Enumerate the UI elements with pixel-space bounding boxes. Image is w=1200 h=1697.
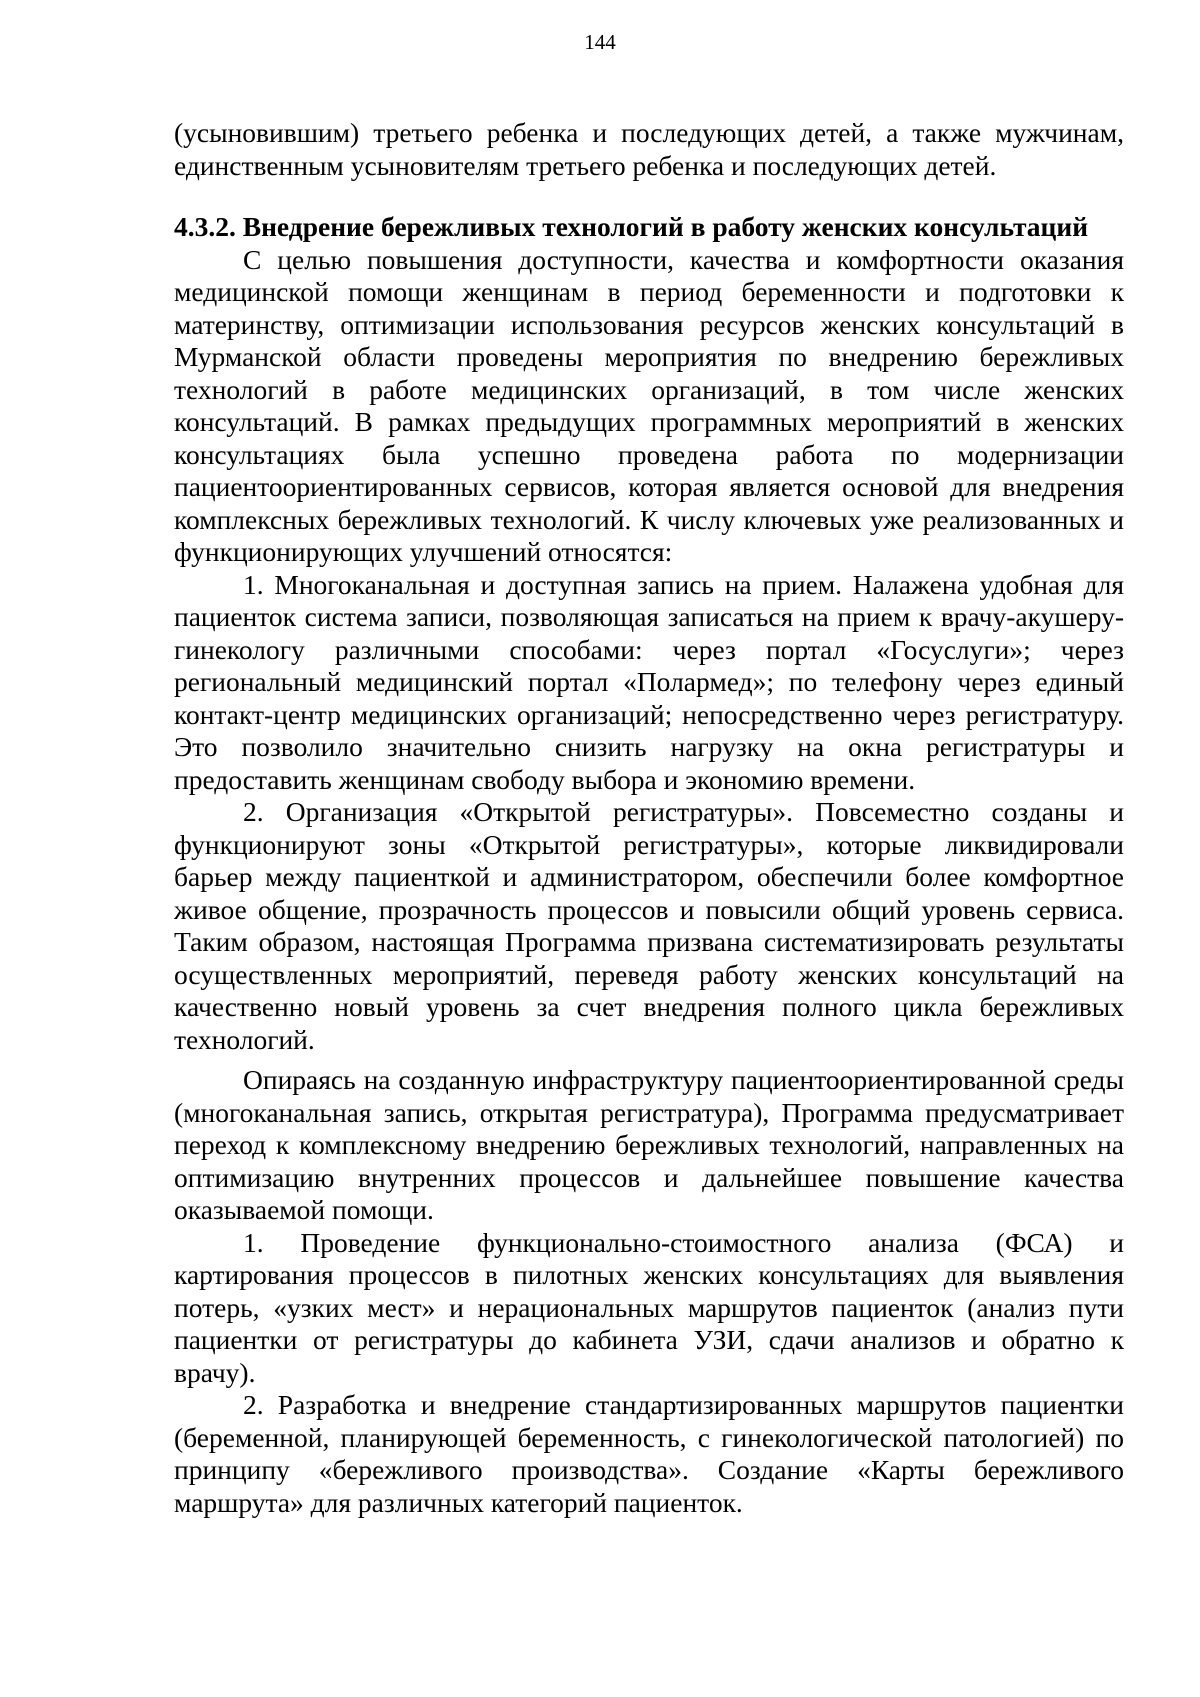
paragraph-purpose: С целью повышения доступности, качества и комфортности оказания медицинской помощи женщинам в период беременности и подготовки к материнству, оптимизации использования ресурсов женских консультаций в Мурманской области проведены мероприятия по внедрению бережливых технологий в работе медицинских организаций, в том числе женских консультаций. В рамках предыдущих программных мероприятий в женских консультациях была успешно проведена работа по модернизации пациентоориентированных сервисов, которая является основой для внедрения комплексных бережливых технологий. К числу ключевых уже реализованных и функционирующих улучшений относятся:: [174, 243, 1124, 567]
intro-paragraph: (усыновившим) третьего ребенка и последующих детей, а также мужчинам, единственным усыновителям третьего ребенка и последующих детей.: [174, 117, 1124, 181]
page-number: 144: [584, 30, 616, 54]
paragraph-multichannel-booking: 1. Многоканальная и доступная запись на прием. Налажена удобная для пациенток система записи, позволяющая записаться на прием к врачу-акушеру-гинекологу различными способами: через портал «Госуслуги»; через региональный медицинский портал «Полармед»; по телефону через единый контакт-центр медицинских организаций; непосредственно через регистратуру. Это позволило значительно снизить нагрузку на окна регистратуры и предоставить женщинам свободу выбора и экономию времени.: [174, 568, 1124, 795]
paragraph-standardized-routes: 2. Разработка и внедрение стандартизированных маршрутов пациентки (беременной, планирующей беременность, с гинекологической патологией) по принципу «бережливого производства». Создание «Карты бережливого маршрута» для различных категорий пациенток.: [174, 1389, 1124, 1518]
paragraph-program-transition: Опираясь на созданную инфраструктуру пациентоориентированной среды (многоканальная запись, открытая регистратура), Программа предусматривает переход к комплексному внедрению бережливых технологий, направленных на оптимизацию внутренних процессов и дальнейшее повышение качества оказываемой помощи.: [174, 1064, 1124, 1225]
paragraph-fsa-analysis: 1. Проведение функционально-стоимостного анализа (ФСА) и картирования процессов в пилотных женских консультациях для выявления потерь, «узких мест» и нерациональных маршрутов пациенток (анализ пути пациентки от регистратуры до кабинета УЗИ, сдачи анализов и обратно к врачу).: [174, 1226, 1124, 1388]
section-heading: 4.3.2. Внедрение бережливых технологий в работу женских консультаций: [174, 211, 1089, 242]
document-body: [174, 117, 1124, 1519]
paragraph-open-registry: 2. Организация «Открытой регистратуры». Повсеместно созданы и функционируют зоны «Открытой регистратуры», которые ликвидировали барьер между пациенткой и администратором, обеспечили более комфортное живое общение, прозрачность процессов и повысили общий уровень сервиса. Таким образом, настоящая Программа призвана систематизировать результаты осуществленных мероприятий, переведя работу женских консультаций на качественно новый уровень за счет внедрения полного цикла бережливых технологий.: [174, 796, 1124, 1055]
